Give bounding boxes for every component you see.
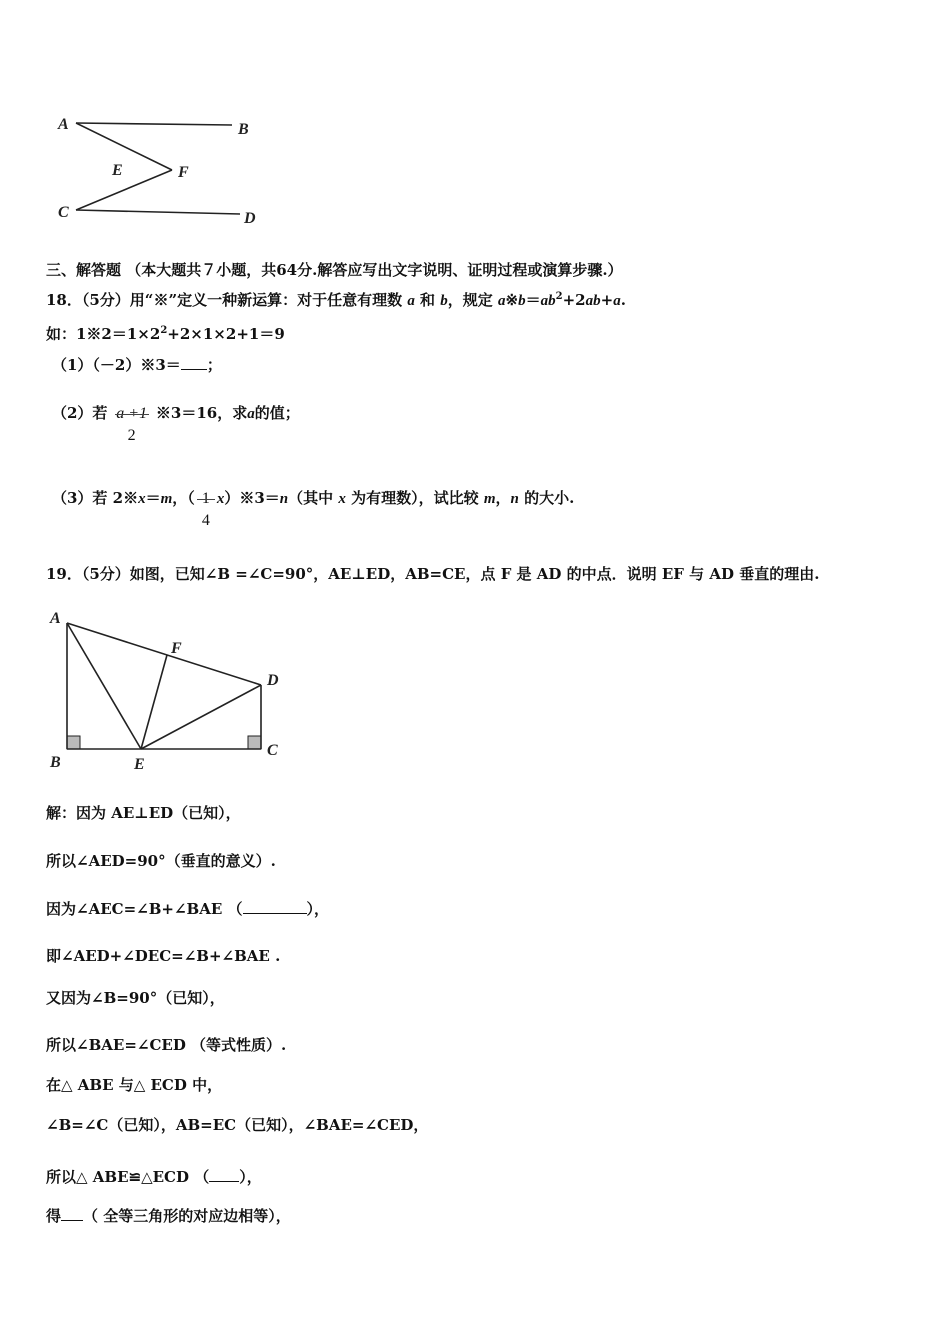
q18-title: 18．（5分）用“※”定义一种新运算：对于任意有理数 a 和 b，规定 $a※b=ab^2+2ab+a$.	[46, 291, 626, 309]
figure-angle-diagram	[50, 105, 280, 230]
q19-title: 19．（5分）如图，已知∠B =∠C=90°，AE⊥ED，AB=CE，点 F 是 AD 的中点．说明 EF 与 AD 垂直的理由.	[46, 565, 820, 583]
solution-line-5: 又因为∠B=90°（已知），	[46, 989, 225, 1007]
line-ef-lower	[76, 170, 172, 210]
right-angle-b	[67, 736, 80, 749]
line-ae	[67, 623, 141, 749]
line-ef	[141, 655, 167, 749]
solution-line-1: 解：因为 AE⊥ED（已知），	[46, 804, 241, 822]
q18-part1: （1）（－2）※3＝ ；	[52, 356, 222, 374]
label-b: B	[50, 754, 61, 771]
section-header: 三、解答题 （本大题共７小题，共64分.解答应写出文字说明、证明过程或演算步骤.）	[46, 261, 623, 279]
solution-line-6: 所以∠BAE=∠CED （等式性质）.	[46, 1036, 287, 1054]
fraction-a-plus-1-over-2: a +1 2	[116, 405, 148, 444]
solution-line-8: ∠B=∠C（已知），AB=EC（已知），∠BAE=∠CED，	[46, 1116, 429, 1134]
solution-line-7: 在△ ABE 与△ ECD 中，	[46, 1076, 223, 1094]
q18-part2: （2）若 a +1 2 ※3＝16，求a的值；	[52, 393, 300, 434]
q18-example: 如：$1※2=1\times 2^2+2\times 1\times 2+1=9$	[46, 325, 285, 343]
solution-line-3: 因为∠AEC=∠B+∠BAE （ ），	[46, 900, 330, 918]
label-d: D	[244, 210, 256, 227]
answer-blank[interactable]	[61, 1206, 83, 1221]
q18-part3: （3）若 2※x＝m，（ 1 4 x）※3＝n（其中 x 为有理数），试比较 m，n 的大小.	[52, 478, 574, 519]
label-e: E	[112, 162, 123, 179]
line-ef-upper	[76, 123, 172, 170]
label-a: A	[50, 610, 61, 627]
line-ab	[76, 123, 232, 125]
label-f: F	[171, 640, 182, 657]
label-b: B	[238, 121, 249, 138]
solution-line-10: 得 （ 全等三角形的对应边相等），	[46, 1207, 291, 1225]
label-d: D	[267, 672, 279, 689]
line-ad	[67, 623, 261, 685]
answer-blank[interactable]	[243, 899, 307, 914]
label-c: C	[58, 204, 69, 221]
solution-line-4: 即∠AED+∠DEC=∠B+∠BAE .	[46, 947, 281, 965]
label-e: E	[134, 756, 145, 773]
line-ed	[141, 685, 261, 749]
solution-line-9: 所以△ ABE≌△ECD （ ），	[46, 1168, 262, 1186]
figure-quadrilateral-diagram	[45, 605, 295, 775]
fraction-one-quarter: 1 4	[195, 479, 217, 519]
answer-blank[interactable]	[181, 355, 207, 370]
label-c: C	[267, 742, 278, 759]
right-angle-c	[248, 736, 261, 749]
answer-blank[interactable]	[209, 1167, 239, 1182]
line-cd	[76, 210, 240, 214]
label-f: F	[178, 164, 189, 181]
solution-line-2: 所以∠AED=90°（垂直的意义）.	[46, 852, 276, 870]
label-a: A	[58, 116, 69, 133]
